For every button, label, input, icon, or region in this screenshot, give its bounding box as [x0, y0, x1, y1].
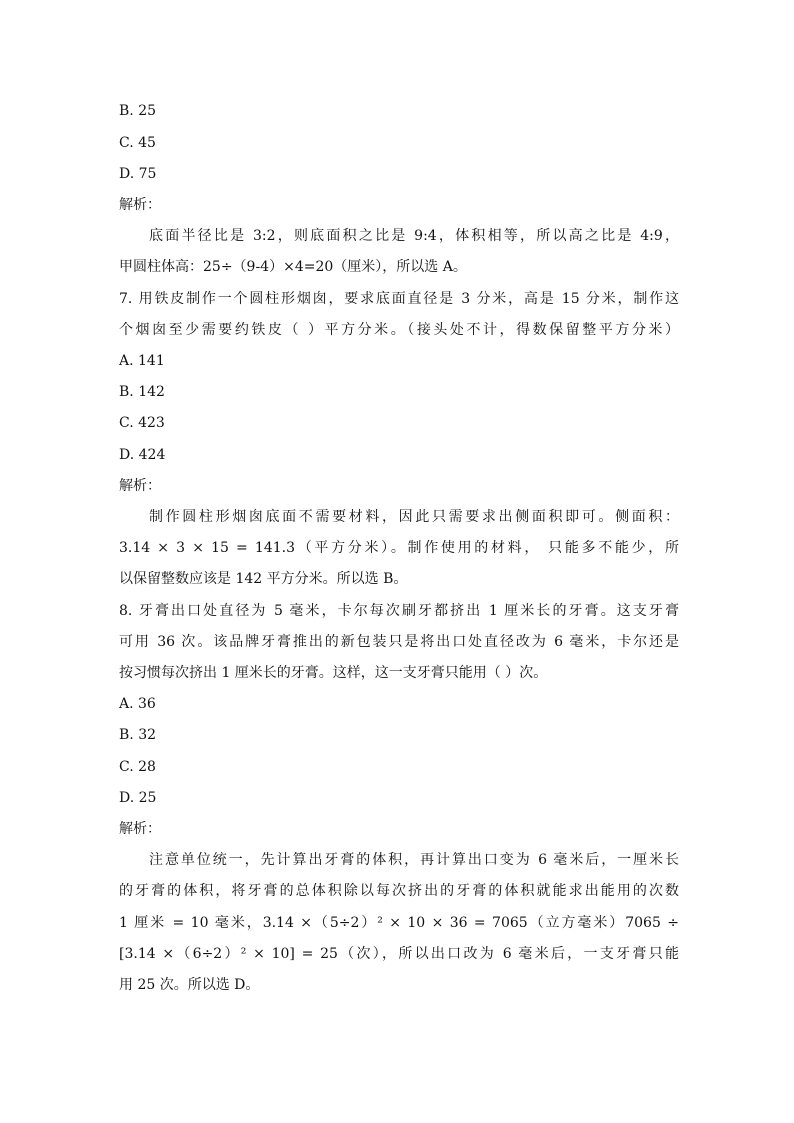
- q7-analysis-label: 解析：: [119, 478, 161, 494]
- q7-option-c: C. 423: [119, 415, 165, 431]
- q7-analysis-line: 制作圆柱形烟囱底面不需要材料，因此只需要求出侧面积即可。侧面积：: [149, 509, 679, 525]
- q7-analysis-line: 3.14 × 3 × 15 = 141.3（平方分米）。制作使用的材料， 只能多不能少，所: [119, 540, 679, 556]
- q8-analysis-line: 注意单位统一，先计算出牙膏的体积，再计算出口变为 6 毫米后，一厘米长: [149, 852, 679, 868]
- q6-analysis-label: 解析：: [119, 197, 161, 213]
- q7-stem-line: 个烟囱至少需要约铁皮（ ）平方分米。（接头处不计，得数保留整平方分米）: [119, 322, 679, 338]
- q8-option-a: A. 36: [119, 696, 156, 712]
- q8-analysis-line: 用 25 次。所以选 D。: [119, 977, 260, 993]
- q7-option-b: B. 142: [119, 384, 165, 400]
- q6-analysis-line: 底面半径比是 3:2，则底面积之比是 9:4，体积相等，所以高之比是 4:9，: [149, 228, 679, 244]
- q6-option-b: B. 25: [119, 103, 157, 119]
- q7-stem-line: 7. 用铁皮制作一个圆柱形烟囱，要求底面直径是 3 分米，高是 15 分米，制作这: [119, 291, 679, 307]
- q6-analysis-line: 甲圆柱体高：25÷（9-4）×4=20（厘米），所以选 A。: [119, 259, 467, 275]
- q8-stem-line: 可用 36 次。该品牌牙膏推出的新包装只是将出口处直径改为 6 毫米，卡尔还是: [119, 634, 679, 650]
- q6-option-d: D. 75: [119, 166, 157, 182]
- q8-option-b: B. 32: [119, 727, 157, 743]
- q7-option-d: D. 424: [119, 447, 166, 463]
- q8-stem-line: 按习惯每次挤出 1 厘米长的牙膏。这样，这一支牙膏只能用（ ）次。: [119, 665, 548, 681]
- q8-option-c: C. 28: [119, 759, 156, 775]
- q8-analysis-line: 1 厘米 = 10 毫米，3.14 ×（5÷2）² × 10 × 36 = 7065（立方毫米）7065 ÷: [119, 915, 679, 931]
- q7-option-a: A. 141: [119, 353, 165, 369]
- q8-analysis-label: 解析：: [119, 821, 161, 837]
- q8-analysis-line: [3.14 ×（6÷2）² × 10] = 25（次），所以出口改为 6 毫米后，一支牙膏只能: [119, 946, 679, 962]
- q7-analysis-line: 以保留整数应该是 142 平方分米。所以选 B。: [119, 571, 408, 587]
- q6-option-c: C. 45: [119, 135, 156, 151]
- q8-option-d: D. 25: [119, 790, 157, 806]
- q8-stem-line: 8. 牙膏出口处直径为 5 毫米，卡尔每次刷牙都挤出 1 厘米长的牙膏。这支牙膏: [119, 603, 679, 619]
- q8-analysis-line: 的牙膏的体积，将牙膏的总体积除以每次挤出的牙膏的体积就能求出能用的次数: [119, 883, 679, 899]
